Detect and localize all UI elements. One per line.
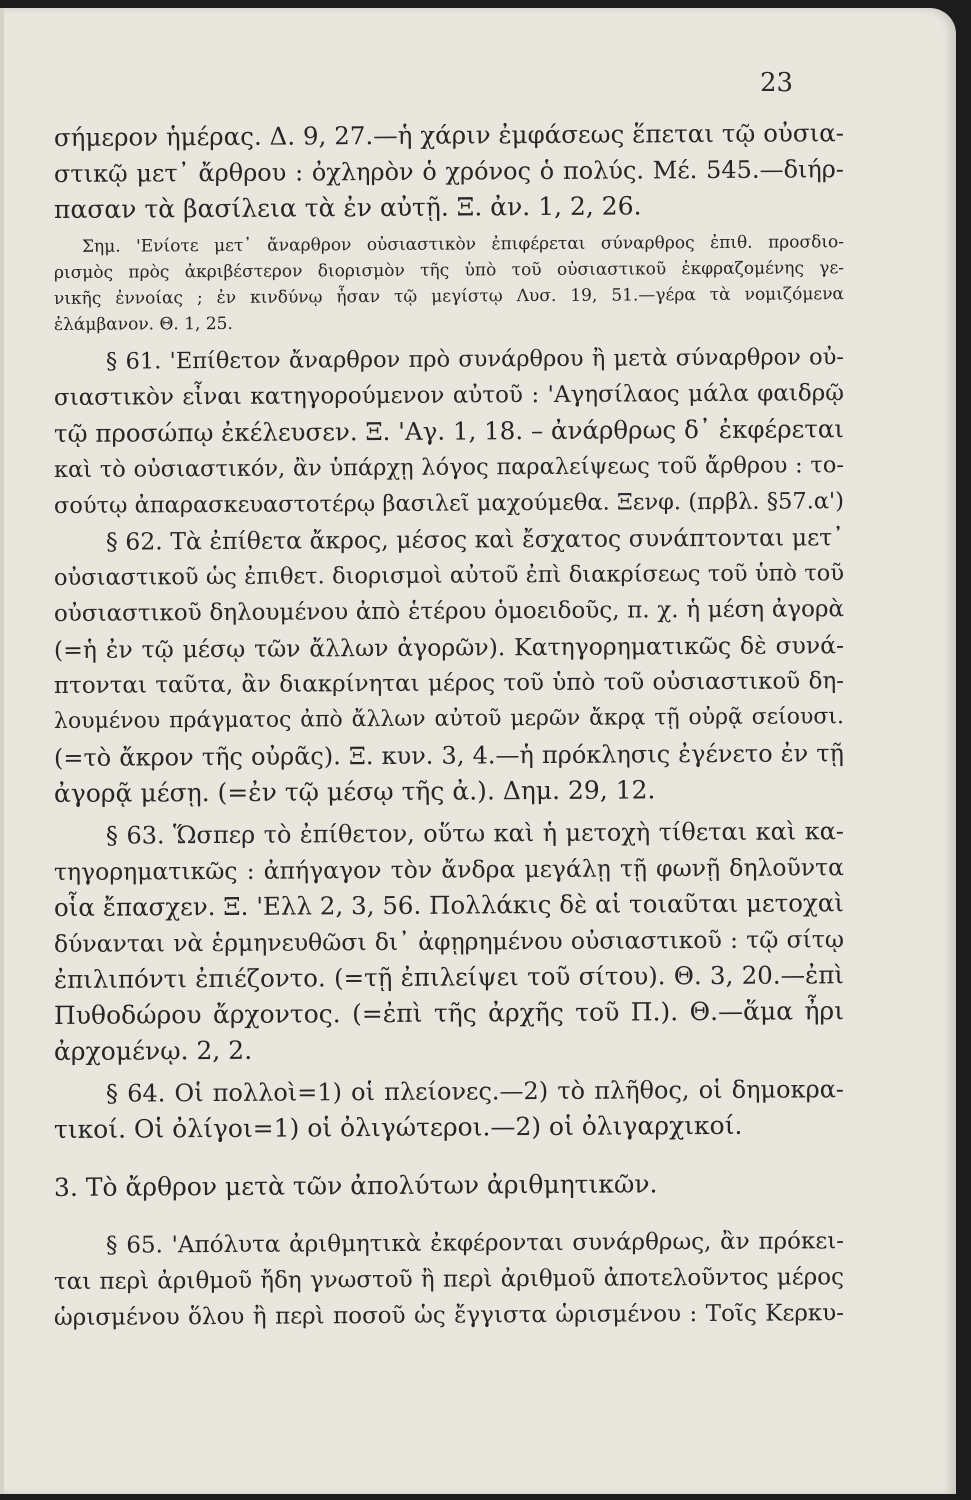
section-heading: 3. Τὸ ἄρθρον μετὰ τῶν ἀπολύτων ἀριθμητικῶν. xyxy=(53,1169,658,1202)
text-line: § 65. 'Απόλυτα ἀριθμητικὰ ἐκφέρονται συνάρθρως, ἂν πρόκει- xyxy=(105,1228,845,1259)
text-line: σιαστικὸν εἶναι κατηγορούμενον αὐτοῦ : 'Αγησίλαος μάλα φαιδρῷ xyxy=(53,380,845,411)
text-line: § 61. 'Επίθετον ἄναρθρον πρὸ συνάρθρου ἢ μετὰ σύναρθρον οὐ- xyxy=(105,344,845,375)
text-line: (=τὸ ἄκρον τῆς οὐρᾶς). Ξ. κυν. 3, 4.—ἡ πρόκλησις ἐγένετο ἐν τῇ xyxy=(53,739,845,772)
text-line: § 63. Ὥσπερ τὸ ἐπίθετον, οὕτω καὶ ἡ μετοχὴ τίθεται καὶ κα- xyxy=(105,817,845,850)
text-line: ἀρχομένῳ. 2, 2. xyxy=(53,1035,253,1066)
text-line: τῷ προσώπῳ ἐκέλευσεν. Ξ. 'Αγ. 1, 18. – ἀνάρθρως δ᾽ ἐκφέρεται xyxy=(53,414,845,448)
note-line: ἐλάμβανον. Θ. 1, 25. xyxy=(53,313,233,335)
text-line: τικοί. Οἱ ὀλίγοι=1) οἱ ὀλιγώτεροι.—2) οἱ ὀλιγαρχικοί. xyxy=(53,1110,743,1144)
text-line: οὐσιαστικοῦ ὡς ἐπιθετ. διορισμοὶ αὐτοῦ ἐπὶ διακρίσεως τοῦ ὑπὸ τοῦ xyxy=(53,560,845,591)
text-line: ἀγορᾷ μέσῃ. (=ἐν τῷ μέσῳ τῆς ἀ.). Δημ. 29, 12. xyxy=(53,775,656,808)
section-65 xyxy=(54,1228,844,1336)
text-line: οὐσιαστικοῦ δηλουμένου ἀπὸ ἑτέρου ὁμοειδοῦς, π. χ. ἡ μέση ἀγορὰ xyxy=(53,596,845,627)
text-line: οἷα ἔπασχεν. Ξ. 'Ελλ 2, 3, 56. Πολλάκις δὲ αἱ τοιαῦται μετοχαὶ xyxy=(53,888,845,922)
page-number: 23 xyxy=(760,68,794,98)
text-line: § 64. Οἱ πολλοὶ=1) οἱ πλείονες.—2) τὸ πλῆθος, οἱ δημοκρα- xyxy=(105,1075,845,1108)
text-line: σούτῳ ἀπαρασκευαστοτέρῳ βασιλεῖ μαχούμεθα. Ξενφ. (πρβλ. §57.α') xyxy=(53,488,845,519)
text-line: τηγορηματικῶς : ἀπήγαγον τὸν ἄνδρα μεγάλῃ τῇ φωνῇ δηλοῦντα xyxy=(53,853,845,886)
book-page xyxy=(0,8,956,1494)
text-line: § 62. Τὰ ἐπίθετα ἄκρος, μέσος καὶ ἔσχατος συνάπτονται μετ᾽ xyxy=(105,523,845,556)
text-line: στικῷ μετ᾽ ἄρθρου : ὀχληρὸν ὁ χρόνος ὁ πολύς. Μέ. 545.—διήρ- xyxy=(53,155,845,188)
text-line: ὡρισμένου ὅλου ἢ περὶ ποσοῦ ὡς ἔγγιστα ὡρισμένου : Τοῖς Κερκυ- xyxy=(53,1300,845,1331)
text-line: καὶ τὸ οὐσιαστικόν, ἂν ὑπάρχῃ λόγος παραλείψεως τοῦ ἄρθρου : το- xyxy=(53,452,845,483)
text-line: δύνανται νὰ ἑρμηνευθῶσι δι᾽ ἀφῃρημένου οὐσιαστικοῦ : τῷ σίτῳ xyxy=(53,925,845,958)
page-gutter xyxy=(0,8,4,1494)
section-63 xyxy=(54,818,844,1070)
section-61 xyxy=(54,344,844,524)
text-line: ἐπιλιπόντι ἐπιέζοντο. (=τῇ ἐπιλείψει τοῦ σίτου). Θ. 3, 20.—ἐπὶ xyxy=(53,960,845,994)
note-line: Σημ. 'Ενίοτε μετ᾽ ἄναρθρον οὐσιαστικὸν ἐπιφέρεται σύναρθρος ἐπιθ. προσδιο- xyxy=(81,232,845,257)
text-line: (=ἡ ἐν τῷ μέσῳ τῶν ἄλλων ἀγορῶν). Κατηγορηματικῶς δὲ συνά- xyxy=(53,631,845,664)
text-line: λουμένου πράγματος ἀπὸ ἄλλων αὐτοῦ μερῶν ἄκρᾳ τῇ οὐρᾷ σείουσι. xyxy=(53,704,845,734)
note-line: νικῆς ἐννοίας ; ἐν κινδύνῳ ἦσαν τῷ μεγίστῳ Λυσ. 19, 51.—γέρα τὰ νομιζόμενα xyxy=(53,284,845,309)
paragraph-continuation xyxy=(54,120,844,228)
text-line: σήμερον ἡμέρας. Δ. 9, 27.—ἡ χάριν ἐμφάσεως ἕπεται τῷ οὐσια- xyxy=(53,118,845,152)
text-line: Πυθοδώρου ἄρχοντος. (=ἐπὶ τῆς ἀρχῆς τοῦ Π.). Θ.—ἅμα ἦρι xyxy=(53,996,845,1030)
text-line: πασαν τὰ βασίλεια τὰ ἐν αὐτῇ. Ξ. ἀν. 1, 2, 26. xyxy=(53,191,642,224)
page-text xyxy=(54,120,844,1336)
section-64 xyxy=(54,1076,844,1148)
footnote-remark xyxy=(54,234,844,338)
text-line: πτονται ταῦτα, ἂν διακρίνηται μέρος τοῦ ὑπὸ τοῦ οὐσιαστικοῦ δη- xyxy=(53,668,845,699)
section-62 xyxy=(54,524,844,812)
note-line: ρισμὸς πρὸς ἀκριβέστερον διορισμὸν τῆς ὑπὸ τοῦ οὐσιαστικοῦ ἐκφραζομένης γε- xyxy=(53,258,845,283)
text-line: ται περὶ ἀριθμοῦ ἤδη γνωστοῦ ἢ περὶ ἀριθμοῦ ἀποτελοῦντος μέρος xyxy=(53,1264,845,1295)
